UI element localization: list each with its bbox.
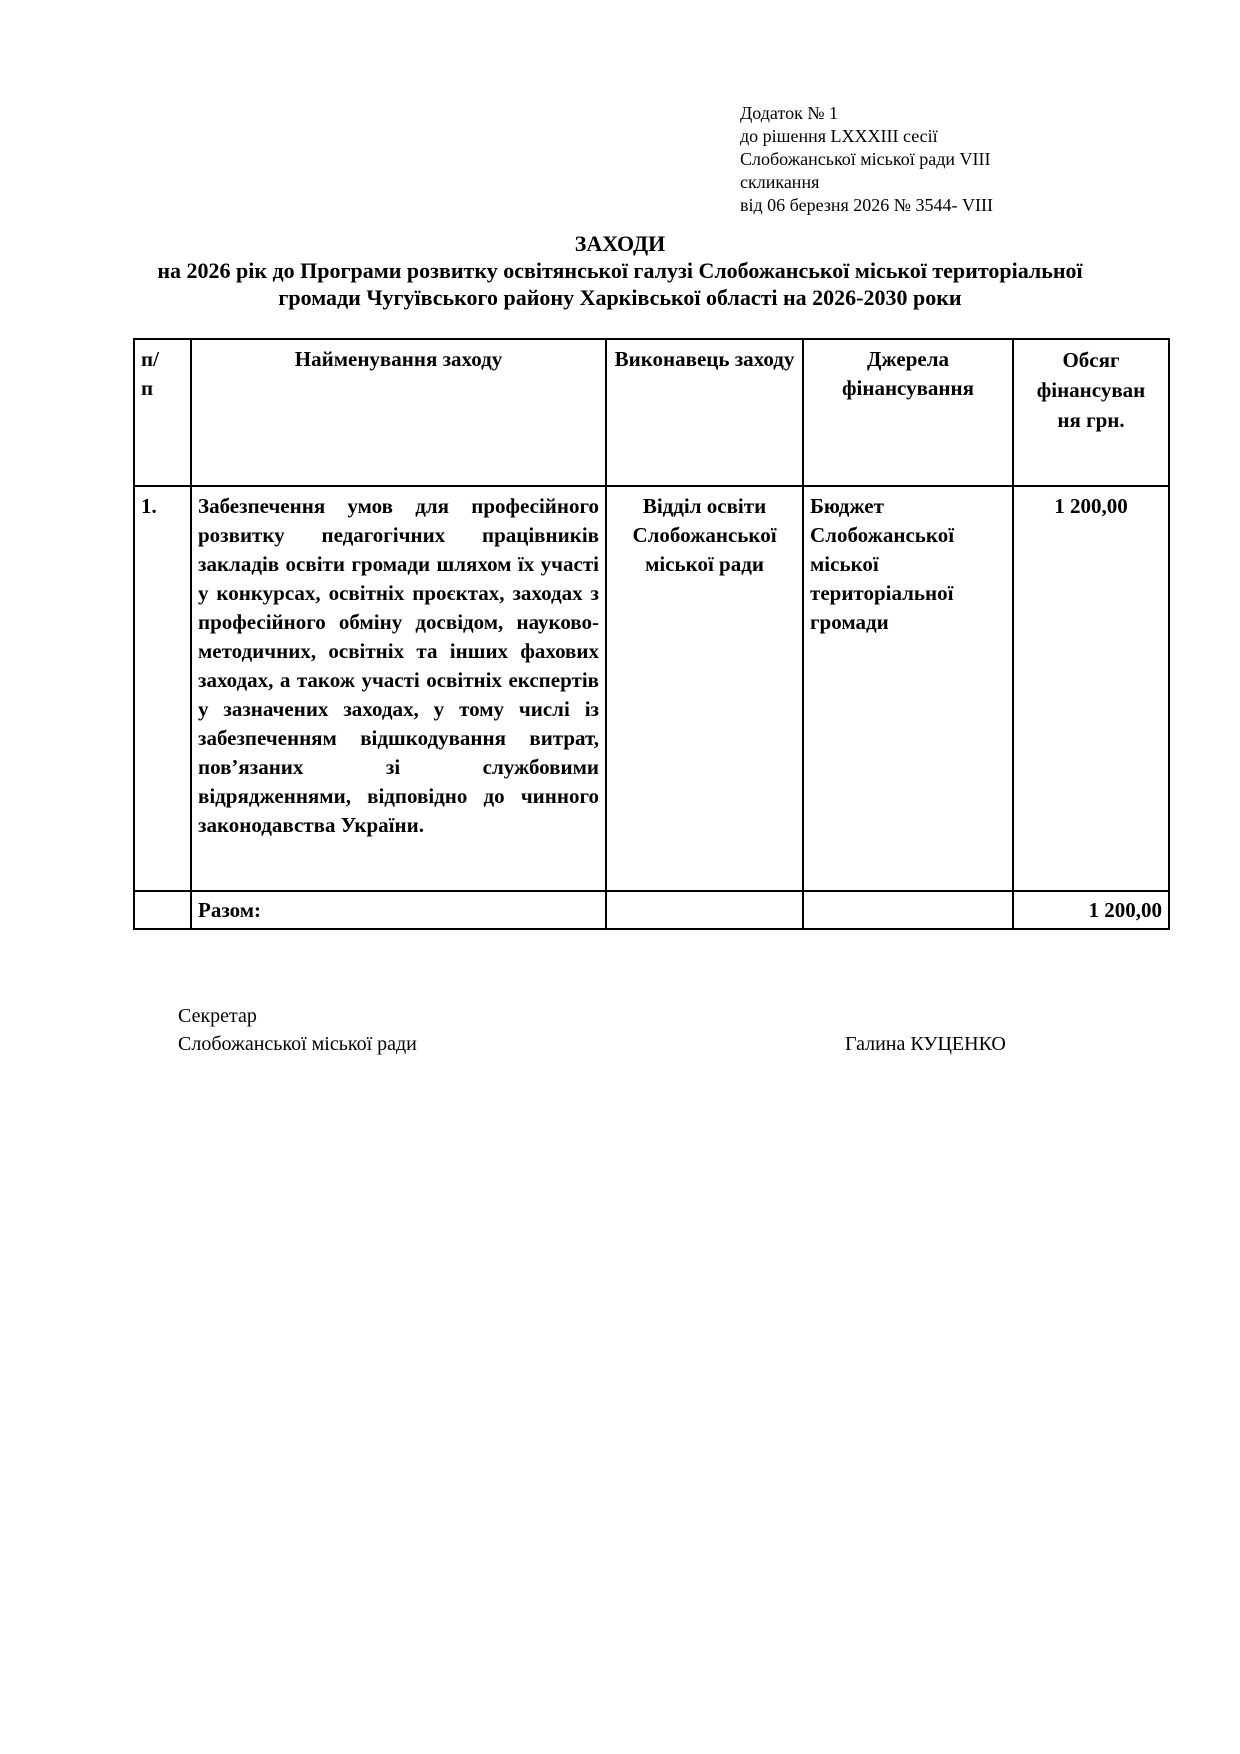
total-label-cell: Разом: [191, 891, 606, 929]
signature-name: Галина КУЦЕНКО [845, 1033, 1006, 1055]
total-empty-num-cell [134, 891, 191, 929]
ref-line: від 06 березня 2026 № 3544- VIII [740, 195, 993, 215]
total-row [134, 891, 1169, 929]
ref-line: Додаток № 1 [740, 103, 838, 123]
col-header-num-line: п/ [141, 347, 159, 371]
page-title: ЗАХОДИ [574, 231, 666, 256]
col-header-num-line: п [141, 376, 154, 400]
total-empty-source-cell [803, 891, 1013, 929]
col-header-name: Найменування заходу [191, 339, 606, 486]
table-header-row [134, 339, 1169, 486]
measures-table [133, 338, 1170, 930]
page-subtitle-line: на 2026 рік до Програми розвитку освітянської галузі Слобожанської міської територіальної [157, 258, 1083, 283]
total-empty-executor-cell [606, 891, 803, 929]
funding-source-cell: Бюджет Слобожанської міської територіальної громади [803, 486, 1013, 891]
ref-line: скликання [740, 172, 820, 192]
signature-role-line: Слобожанської міської ради [178, 1033, 417, 1055]
signature-role-line: Секретар [178, 1005, 257, 1027]
col-header-amount [1013, 339, 1169, 486]
ref-line: до рішення LXXXIII сесії [740, 126, 938, 146]
col-header-executor: Виконавець заходу [606, 339, 803, 486]
row-number-cell: 1. [134, 486, 191, 891]
col-header-amount-line: фінансуван [1036, 378, 1146, 402]
total-amount-cell: 1 200,00 [1013, 891, 1169, 929]
col-header-source: Джерела фінансування [803, 339, 1013, 486]
page-subtitle-line: громади Чугуївського району Харківської області на 2026-2030 роки [278, 285, 962, 310]
amount-cell: 1 200,00 [1013, 486, 1169, 891]
table-row [134, 486, 1169, 891]
signature-block [178, 1002, 1078, 1058]
reference-block [740, 102, 1080, 217]
col-header-num [134, 339, 191, 486]
executor-cell: Відділ освіти Слобожанської міської ради [606, 486, 803, 891]
title-block [70, 230, 1170, 311]
ref-line: Слобожанської міської ради VIII [740, 149, 991, 169]
col-header-amount-line: Обсяг [1062, 348, 1120, 372]
col-header-amount-line: ня грн. [1057, 408, 1125, 432]
measure-name-cell: Забезпечення умов для професійного розвитку педагогічних працівників закладів освіти громади шляхом їх участі у конкурсах, освітніх проєктах, заходах з професійного обміну досвідом, науково-методичних, освітніх та інших фахових заходах, а також участі освітніх експертів у зазначених заходах, у тому числі із забезпеченням відшкодування витрат, пов’язаних зі службовими відрядженнями, відповідно до чинного законодавства України. [191, 486, 606, 891]
